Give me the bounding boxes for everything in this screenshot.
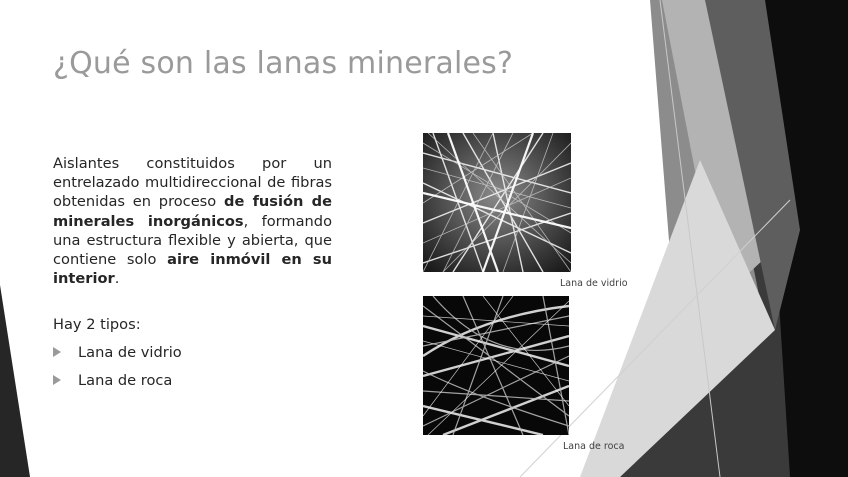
paragraph-text-1: Aislantes constituidos por un entrelazado multidireccional de fibras obtenidas en proceso — [53, 155, 332, 211]
bullet-arrow-icon — [53, 347, 61, 357]
bullet-arrow-icon — [53, 375, 61, 385]
paragraph-bold-1: de fusión de minerales inorgánicos — [53, 193, 332, 230]
glass-wool-fibers-photo-icon — [423, 133, 571, 272]
left-edge-shape — [0, 285, 30, 477]
types-label: Hay 2 tipos: — [53, 316, 141, 333]
slide-title: ¿Qué son las lanas minerales? — [53, 46, 514, 81]
bullet-item-rock-wool — [53, 372, 172, 389]
glass-wool-image — [423, 133, 571, 272]
definition-paragraph — [53, 154, 332, 288]
rock-wool-image — [423, 296, 569, 435]
rock-wool-fibers-photo-icon — [423, 296, 569, 435]
bullet-item-glass-wool — [53, 344, 182, 361]
rock-wool-caption: Lana de roca — [563, 441, 625, 452]
paragraph-text-3: . — [114, 270, 120, 288]
paragraph-text-2: , formando una estructura flexible y abierta, que contiene solo — [53, 212, 332, 269]
paragraph-bold-2: aire inmóvil en su interior — [53, 251, 332, 288]
glass-wool-caption: Lana de vidrio — [560, 278, 628, 289]
bullet-label: Lana de roca — [78, 372, 173, 389]
bullet-label: Lana de vidrio — [78, 344, 182, 361]
